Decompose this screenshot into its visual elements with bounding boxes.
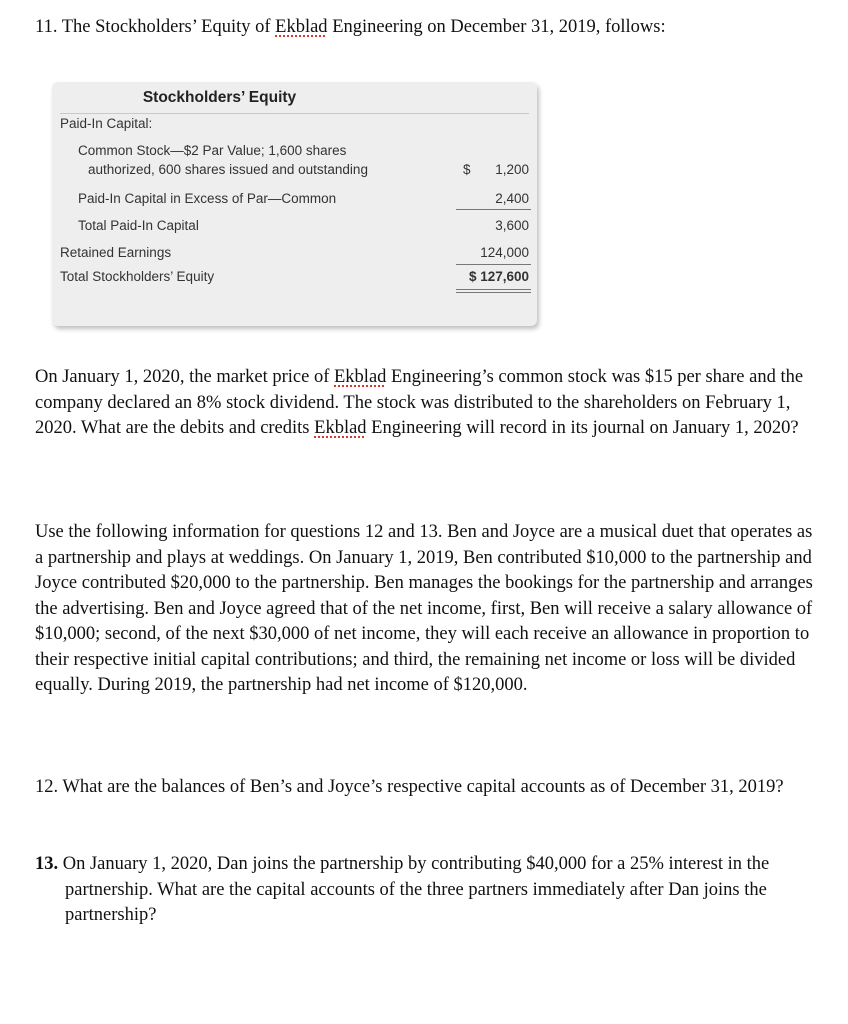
retained-earnings-amount: 124,000 (480, 245, 529, 260)
question-text: The Stockholders’ Equity of (61, 17, 276, 37)
total-paid-in-capital-amount: 3,600 (495, 218, 529, 233)
double-rule-bottom (456, 292, 531, 293)
paid-in-capital-section-label: Paid-In Capital: (60, 116, 153, 131)
total-stockholders-equity-amount: $ 127,600 (468, 269, 529, 284)
table-title: Stockholders’ Equity (142, 89, 297, 106)
partnership-info-paragraph: Use the following information for questions 12 and 13. Ben and Joyce are a musical duet that operates as a partnership and plays at weddings. On January 1, 2019, Ben contributed $10,000 to the partnership and Joyce contributed $20,000 to the partnership. Ben manages the bookings for the partnership and arranges the advertising. Ben and Joyce agreed that of the net income, first, Ben will receive a salary allowance of $10,000; second, of the next $30,000 of net income, they will each receive an allowance in proportion to their respective initial capital contributions; and third, the remaining net income or loss will be divided equally. During 2019, the partnership had net income of $120,000. (35, 522, 813, 695)
question-11-heading (35, 14, 666, 40)
company-name: Ekblad (275, 17, 328, 37)
currency-sign: $ (463, 162, 471, 177)
question-13 (35, 852, 805, 929)
company-name: Ekblad (314, 418, 367, 438)
common-stock-amount: 1,200 (495, 162, 529, 177)
total-rule (456, 264, 531, 265)
body-text: Engineering will record in its journal on January 1, 2020? (366, 418, 799, 438)
total-stockholders-equity-label: Total Stockholders’ Equity (60, 269, 215, 284)
question-number: 11. (35, 17, 58, 37)
common-stock-label-line2: authorized, 600 shares issued and outstanding (88, 162, 368, 177)
body-text: On January 1, 2020, the market price of (35, 367, 334, 387)
stockholders-equity-table (52, 82, 537, 326)
common-stock-label-line1: Common Stock—$2 Par Value; 1,600 shares (78, 143, 347, 158)
total-paid-in-capital-label: Total Paid-In Capital (78, 218, 199, 233)
title-divider (60, 113, 529, 114)
question-13-number: 13. (35, 854, 59, 874)
question-11-body (35, 365, 815, 442)
double-rule-top (456, 289, 531, 290)
body-text: Engineering’s common stock was $15 per share and the company declared an 8% stock dividend. The stock was distributed to the shareholders on February 1, 2020. What are the debits and credits (35, 367, 804, 438)
company-name: Ekblad (334, 367, 387, 387)
retained-earnings-label: Retained Earnings (60, 245, 172, 260)
subtotal-rule (456, 209, 531, 210)
excess-of-par-label: Paid-In Capital in Excess of Par—Common (78, 191, 337, 206)
question-text-end: Engineering on December 31, 2019, follows: (327, 17, 666, 37)
question-12: 12. What are the balances of Ben’s and Joyce’s respective capital accounts as of December 31, 2019? (35, 777, 784, 797)
question-13-text: On January 1, 2020, Dan joins the partnership by contributing $40,000 for a 25% interest in the partnership. What are the capital accounts of the three partners immediately after Dan joins the partnership? (62, 854, 770, 925)
excess-of-par-amount: 2,400 (495, 191, 529, 206)
